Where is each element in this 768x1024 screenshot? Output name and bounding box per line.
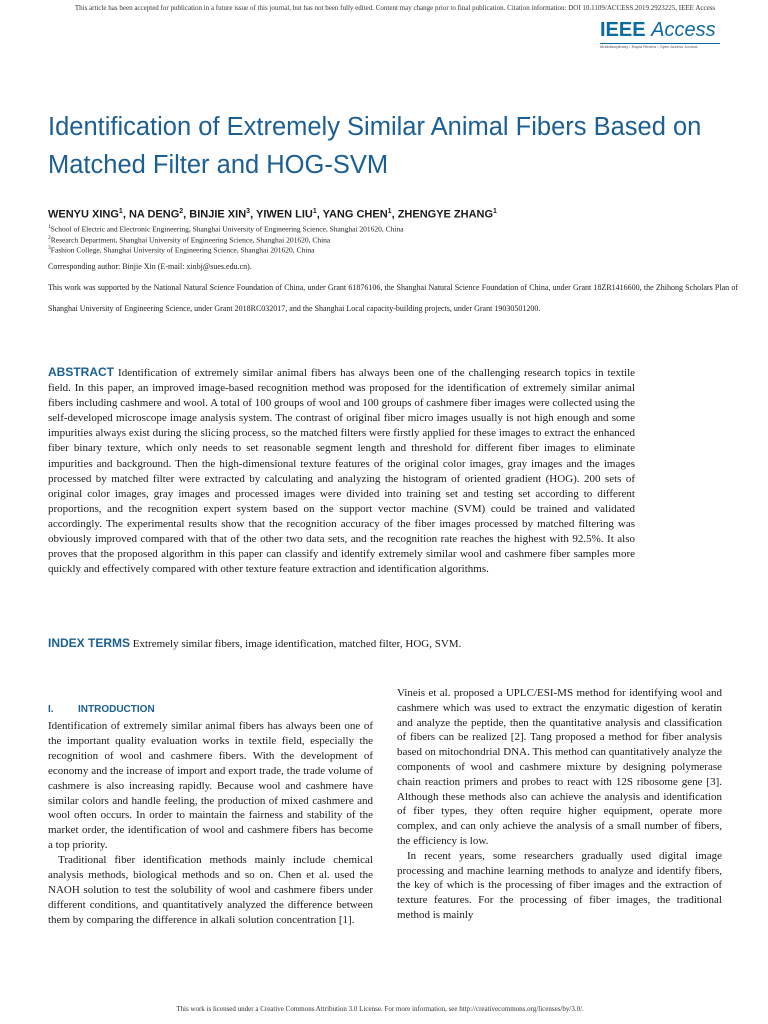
index-terms-label: INDEX TERMS bbox=[48, 636, 131, 650]
license-footer: This work is licensed under a Creative Commons Attribution 3.0 License. For more information, see http://creativecommons.org/licenses/by/3.0/. bbox=[176, 1005, 584, 1013]
section-heading-introduction bbox=[48, 703, 373, 717]
paragraph: Vineis et al. proposed a UPLC/ESI-MS method for identifying wool and cashmere which was used to extract the enzymatic digestion of keratin and analyze the peptide, then the quantitative analysis and classification of fibers can be realized [2]. Tang proposed a method for fiber analysis based on mitochondrial DNA. This method can quantitatively analyze the components of wool and cashmere mixture by designing polymerase chain reaction primers and probes to react with 12S ribosome gene [3]. Although these methods also can achieve the analysis and identification of fiber types, they often require higher equipment, operate more complex, and can only achieve the analysis of a small number of fibers, the efficiency is low. bbox=[397, 687, 722, 847]
author-name: WENYU XING bbox=[48, 208, 119, 221]
abstract bbox=[48, 365, 635, 577]
paragraph: Identification of extremely similar animal fibers has always been one of the important quality evaluation works in textile field, especially the recognition of wool and cashmere fibers. With the development of economy and the increase of import and export trade, the trade volume of cashmere is also increasing rapidly. Because wool and cashmere have similar colors and handle feeling, the production of mixed cashmere and wool often occurs. In order to maintain the fairness and stability of the market order, the identification of wool and cashmere fibers has become a top priority. bbox=[48, 720, 373, 852]
section-number: I. bbox=[48, 704, 54, 715]
affiliation: $^3$Fashion College, Shanghai University of Engineering Science, Shanghai 201620, China bbox=[48, 245, 315, 255]
corresponding-author: Corresponding author: Binjie Xin (E-mail: xinbj@sues.edu.cn). bbox=[48, 262, 252, 271]
prepublication-notice: This article has been accepted for publication in a future issue of this journal, but has not been fully edited. Content may change prior to final publication. Citation information: DOI 10.1109/ACCESS.2019.2923225, IEEE Access bbox=[74, 4, 716, 12]
affiliation: $^2$Research Department, Shanghai University of Engineering Science, Shanghai 201620, China bbox=[48, 235, 331, 245]
ieee-access-logo bbox=[600, 18, 722, 50]
logo-ieee-text: IEEE bbox=[600, 19, 646, 41]
index-terms bbox=[48, 636, 635, 652]
index-terms-text: Extremely similar fibers, image identification, matched filter, HOG, SVM. bbox=[132, 638, 462, 650]
abstract-label: ABSTRACT bbox=[48, 365, 114, 379]
left-column bbox=[48, 688, 373, 928]
paragraph: Traditional fiber identification methods mainly include chemical analysis methods, biological methods and so on. Chen et al. used the NAOH solution to test the solubility of wool and cashmere fibers under different conditions, and quantitatively analyzed the difference between them by comparing the difference in alkali solution concentration [1]. bbox=[48, 854, 373, 926]
author-affiliation-mark: 3 bbox=[246, 208, 251, 215]
paper-title: Identification of Extremely Similar Animal Fibers Based on Matched Filter and HOG-SVM bbox=[48, 113, 702, 179]
author-affiliation-mark: 1 bbox=[387, 208, 392, 215]
author-affiliation-mark: 2 bbox=[179, 208, 184, 215]
author-name: NA DENG bbox=[128, 208, 180, 221]
author-name: BINJIE XIN bbox=[189, 208, 247, 221]
author-name: ZHENGYE ZHANG bbox=[397, 208, 494, 221]
author-name: YIWEN LIU bbox=[255, 208, 313, 221]
author-affiliation-mark: 1 bbox=[312, 208, 317, 215]
logo-tagline: Multidisciplinary ⁞ Rapid Review ⁞ Open Access Journal bbox=[600, 44, 698, 49]
author-affiliation-mark: 1 bbox=[118, 208, 123, 215]
abstract-text: Identification of extremely similar animal fibers has always been one of the challenging research topics in textile field. In this paper, an improved image-based recognition method was proposed for the identification of extremely similar animal fibers including cashmere and wool. A total of 100 groups of wool and 100 groups of cashmere fiber images were collected using the self-developed microscope image analysis system. The contrast of original fiber micro images usually is not high enough and some impurities always exist during the slicing process, so the matched filters were firstly applied for these images to extract the enhanced fiber binary texture, which only needs to set reasonable segment length and threshold for different fiber images to eliminate impurities and background. Then the high-dimensional texture features of the original color images, gray images and the images processed by matched filter were extracted by calculating and analyzing the histogram of oriented gradient (HOG). 200 sets of original color images, gray images and processed images were divided into training set and testing set according to different proportions, and the recognition expert system based on the support vector machine (SVM) could be trained and validated accordingly. The experimental results show that the recognition accuracy of the fiber images processed by matched filtering was obviously improved compared with that of the other two data sets, and the recognition rate reaches the highest with 92.5%. It also proves that the proposed algorithm in this paper can classify and identify extremely similar wool and cashmere fiber samples more quickly and effectively compared with other texture feature extraction and identification algorithms. bbox=[48, 367, 636, 576]
author-affiliation-mark: 1 bbox=[493, 208, 497, 215]
logo-access-text: Access bbox=[651, 19, 716, 41]
paragraph: In recent years, some researchers gradually used digital image processing and machine learning methods to analyze and identify fibers, the key of which is the processing of fiber images and the extraction of texture features. For the processing of fiber images, the traditional method is mainly bbox=[397, 849, 722, 921]
author-name: YANG CHEN bbox=[322, 208, 388, 221]
right-column bbox=[397, 686, 722, 923]
author-list: WENYU XING$^1$, NA DENG$^2$, BINJIE XIN$^3$, YIWEN LIU$^1$, YANG CHEN$^1$, ZHENGYE ZHANG$^1$ bbox=[48, 208, 497, 221]
section-title: INTRODUCTION bbox=[78, 704, 155, 715]
funding-statement: This work was supported by the National Natural Science Foundation of China, under Grant 61876106, the Shanghai Natural Science Foundation of China, under Grant 18ZR1416600, the Zhihong Scholars Plan of Shanghai University of Engineering Science, under Grant 2018RC032017, and the Shanghai Local capacity-building projects, under Grant 19030501200. bbox=[48, 283, 738, 313]
affiliation: $^1$School of Electric and Electronic Engineering, Shanghai University of Engineering Science, Shanghai 201620, China bbox=[48, 224, 404, 234]
